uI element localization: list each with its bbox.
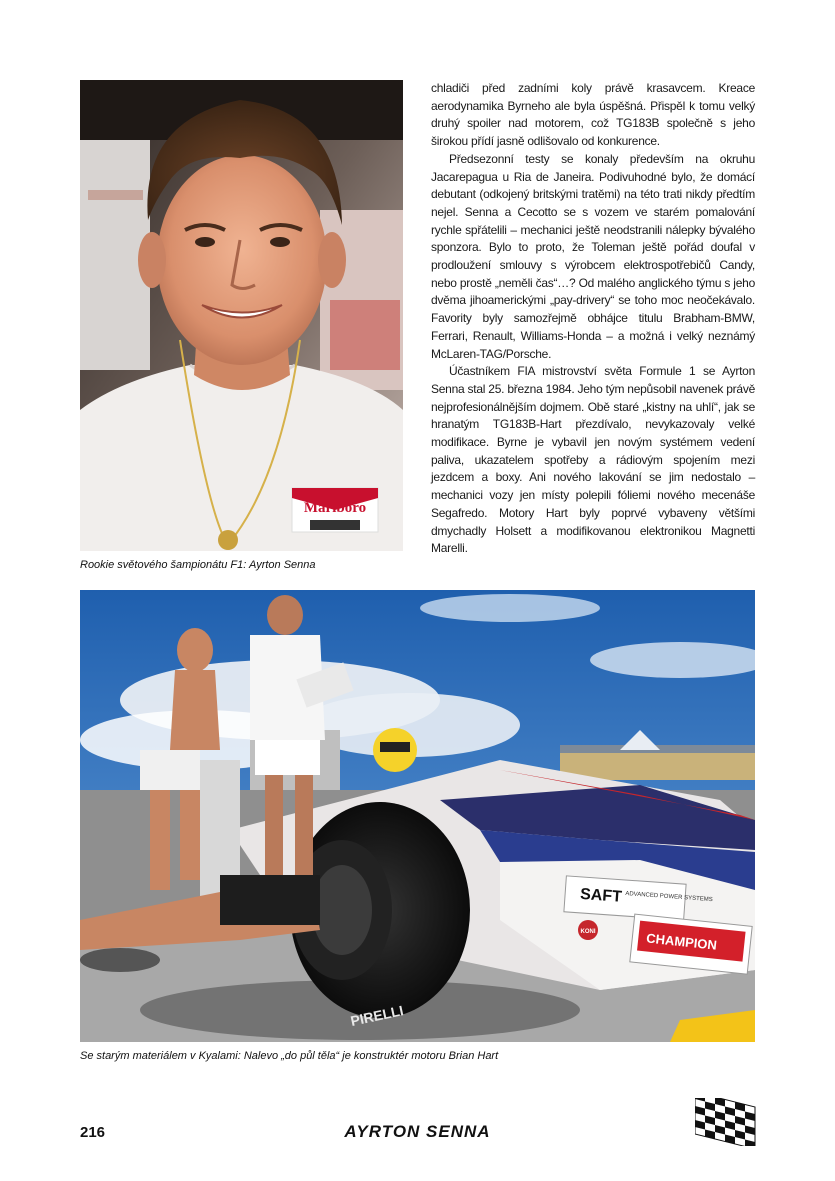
svg-text:KONI: KONI bbox=[580, 929, 596, 935]
svg-text:Marlboro: Marlboro bbox=[303, 500, 367, 516]
article-body bbox=[431, 80, 755, 558]
page-number: 216 bbox=[80, 1124, 106, 1141]
svg-text:ADVANCED POWER SYSTEMS: ADVANCED POWER SYSTEMS bbox=[625, 891, 713, 904]
portrait-photo bbox=[80, 80, 403, 551]
paragraph: chladiči před zadními koly právě krasavcem. Kreace aerodynamika Byrneho ale byla úspěšná. Přispěl k tomu velký druhý spoiler nad motorem, což TG183B společně s jeho širokou přídí jasně odlišovalo od konkurence. bbox=[431, 81, 755, 149]
pit-photo bbox=[80, 590, 755, 1042]
svg-text:CHAMPION: CHAMPION bbox=[645, 930, 718, 953]
checkered-flag-icon bbox=[695, 1098, 757, 1146]
pit-caption: Se starým materiálem v Kyalami: Nalevo „do půl těla“ je konstruktér motoru Brian Hart bbox=[80, 1050, 499, 1062]
running-title: AYRTON SENNA bbox=[344, 1122, 491, 1141]
marlboro-shirt-logo bbox=[292, 488, 378, 532]
paragraph: Účastníkem FIA mistrovství světa Formule 1 se Ayrton Senna stal 25. března 1984. Jeho tým nepůsobil navenek právě nejprofesionálnějším dojmem. Obě staré „kistny na uhlí“, jak se hranatým TG183B-Hart přezdívalo, nevykazovaly velké modifikace. Byrne je vybavil jen novým systémem vedení paliva, ukazatelem spotřeby a rádiovým spojením mezi jezdcem a boxy. Ani nového lakování se jim nedostalo – mechanici vozy jen místy polepili fóliemi nového mecenáše Segafredo. Motory Hart byly poprvé vybaveny většími dmychadly Holsett a modifikovanou elektronikou Magnetti Marelli. bbox=[431, 364, 755, 556]
portrait-caption: Rookie světového šampionátu F1: Ayrton Senna bbox=[80, 559, 316, 571]
svg-text:SAFT: SAFT bbox=[579, 885, 623, 906]
svg-text:PIRELLI: PIRELLI bbox=[348, 1002, 405, 1030]
koni-sticker bbox=[578, 920, 598, 940]
paragraph: Předsezonní testy se konaly především na okruhu Jacarepagua u Ria de Janeira. Podivuhodné bylo, že domácí debutant (odkojený britskými tratěmi) na této trati nikdy předtím nejel. Senna a Cecotto se s vozem ve starém pomalování rychle spřátelili – mechanici ještě neodstranili nálepky bývalého sponzora. Bylo to proto, že Toleman ještě pořád doufal v prodloužení smlouvy s výrobcem elektrospotřebičů Candy, nebo prostě „neměli čas“…? Od malého anglického týmu s jeho dvěma jihoamerickými „pay-drivery“ se toho moc neočekávalo. Favority byly samozřejmě obhájce titulu Brabham-BMW, Ferrari, Renault, Williams-Honda – a možná i velký neznámý McLaren-TAG/Porsche. bbox=[431, 151, 755, 361]
